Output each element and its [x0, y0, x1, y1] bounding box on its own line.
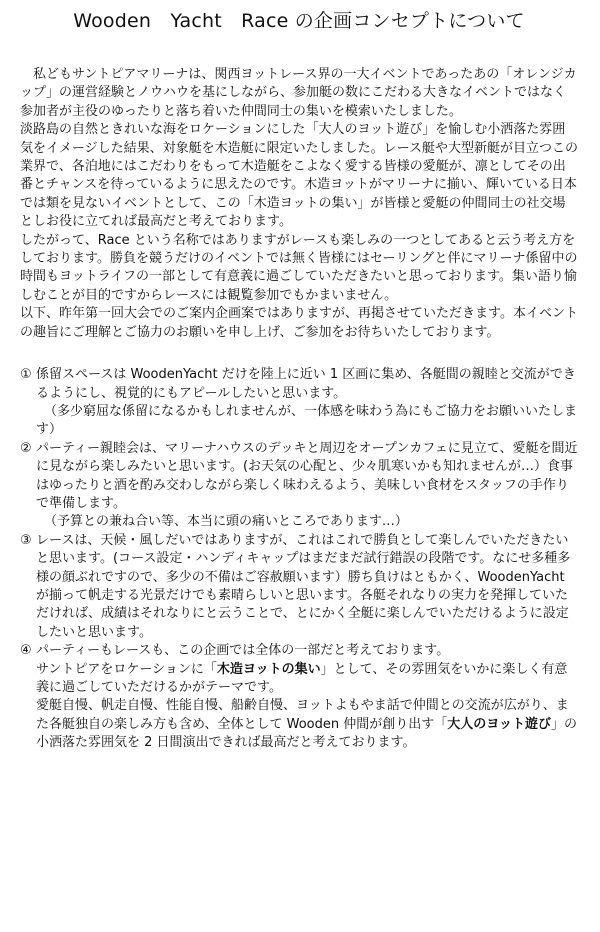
- item-number: ②: [20, 440, 32, 456]
- item-text: パーティー親睦会は、マリーナハウスのデッキと周辺をオープンカフェに見立て、愛艇を間近に見ながら楽しみたいと思います。(お天気の心配と、少々肌寒いかも知れませんが…）食事はゆったりと酒を酌み交わしながら楽しく味わえるよう、美味しい食材をスタッフの手作りで準備します。: [36, 440, 578, 511]
- page-title: Wooden Yacht Race の企画コンセプトについて: [73, 10, 525, 32]
- item-text: 係留スペースは WoodenYacht だけを陸上に近い 1 区画に集め、各艇間の親睦と交流ができるようにし、視覚的にもアピールしたいと思います。: [36, 367, 576, 401]
- item-note: （多少窮屈な係留になるかもしれませんが、一体感を味わう為にもご協力をお願いいたします）: [36, 403, 578, 438]
- item-number: ③: [20, 532, 32, 548]
- intro-paragraph: 以下、昨年第一回大会でのご案内企画案ではありますが、再掲させていただきます。本イベントの趣旨にご理解とご協力のお願いを申し上げ、ご参加をお待ちいたしております。: [20, 306, 578, 340]
- text-segment: 愛艇自慢、帆走自慢、性能自慢、船齢自慢、ヨットよもやま話で仲間との交流が広がり、また各艇独自の楽しみ方も含め、全体として Wooden 仲間が創り出す「: [36, 698, 569, 732]
- text-segment: サントピアをロケーションに「: [36, 661, 217, 677]
- plan-item-1: [20, 366, 578, 440]
- item-number: ①: [20, 367, 32, 383]
- text-segment: 」の小洒落た雰囲気を 2 日間演出できれば最高だと考えております。: [36, 716, 577, 751]
- item-text-closing: [36, 697, 578, 752]
- text-segment: 」として、その雰囲気をいかに楽しく有意義に過ごしていただけるかがテーマです。: [36, 661, 568, 695]
- item-text: レースは、天候・風しだいではありますが、これはこれで勝負として楽しんでいただきたいと思います。(コース設定・ハンディキャップはまだまだ試行錯誤の段階です。なにせ多種多様の顔ぶれですので、多少の不備はご容赦願います）勝ち負けはともかく、WoodenYacht が揃って帆走する光景だけでも素晴らしいと思います。各艇それなりの実力を発揮していただければ、成績はそれなりにと云うことで、とにかく全艇に楽しんでいただけるように設定したいと思います。: [36, 532, 571, 640]
- intro-paragraph: したがって、Race という名称ではありますがレースも楽しみの一つとしてあると云う考え方をしております。勝負を競うだけのイベントでは無く皆様にはセーリングと伴にマリーナ係留中の時間もヨットライフの一部として有意義に過ごしていただきたいと思っております。集い語り愉しむことが目的ですからレースには観覧参加でもかまいません。: [20, 232, 578, 303]
- highlight-phrase: 木造ヨットの集い: [216, 661, 321, 677]
- plan-items-list: [20, 366, 578, 753]
- item-note: （予算との兼ね合い等、本当に頭の痛いところであります…）: [44, 514, 408, 530]
- intro-paragraph: 淡路島の自然ときれいな海をロケーションにした「大人のヨット遊び」を愉しむ小洒落た雰囲気をイメージした結果、対象艇を木造艇に限定いたしました。レース艇や大型新艇が目立つこの業界で、各泊地にはこだわりをもって木造艇をこよなく愛する皆様の愛艇が、凛としてその出番とチャンスを待っているように思えたのです。木造ヨットがマリーナに揃い、輝いている日本では類を見ないイベントとして、この「木造ヨットの集い」が皆様と愛艇の仲間同士の社交場としお役に立てれば最高だと考えております。: [20, 122, 578, 230]
- intro-paragraph: 私どもサントピアマリーナは、関西ヨットレース界の一大イベントであったあの「オレンジカップ」の運営経験とノウハウを基にしながら、参加艇の数にこだわる大きなイベントではなく参加者が主役のゆったりと落ち着いた仲間同士の集いを模索いたしました。: [20, 67, 577, 119]
- item-number: ④: [20, 643, 32, 659]
- plan-item-2: [20, 440, 578, 532]
- plan-item-4: [20, 642, 578, 752]
- item-text-theme: [36, 661, 578, 698]
- item-text: パーティーもレースも、この企画では全体の一部だと考えております。: [36, 643, 450, 659]
- highlight-phrase: 大人のヨット遊び: [447, 716, 551, 732]
- intro-section: [20, 66, 578, 342]
- plan-item-3: [20, 532, 578, 642]
